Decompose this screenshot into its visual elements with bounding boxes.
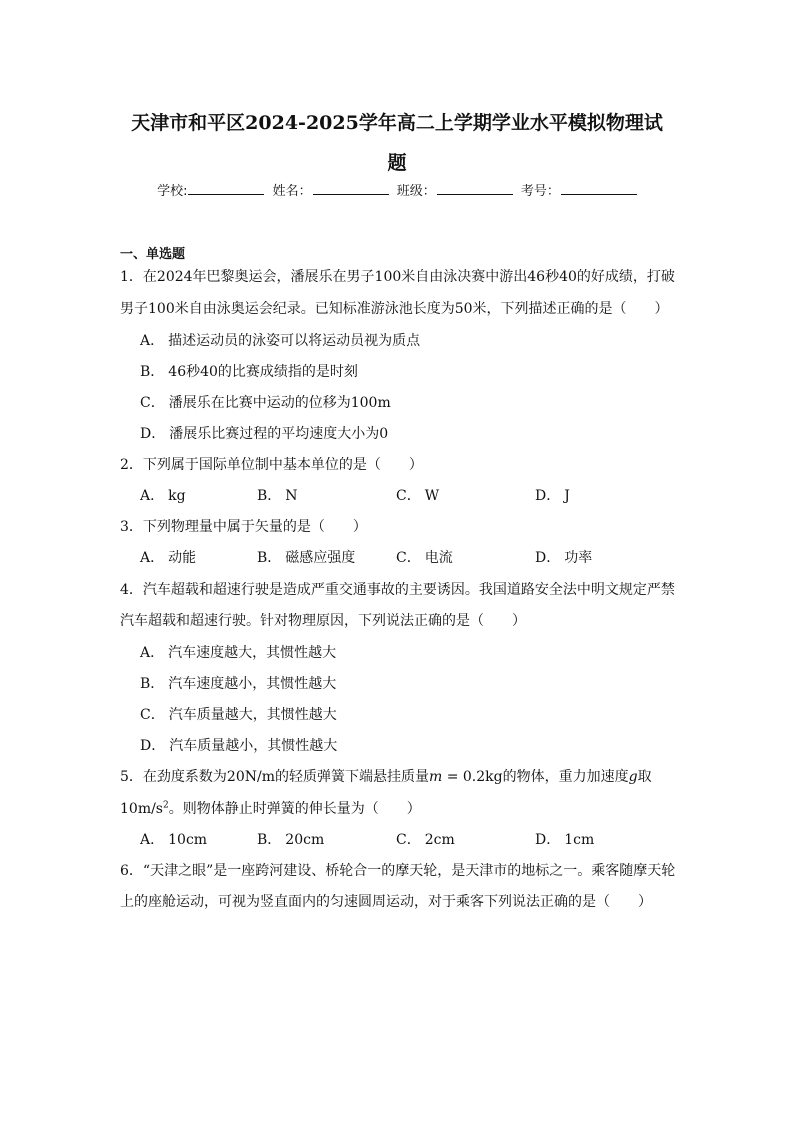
question-2-option-b bbox=[257, 487, 298, 505]
option-letter: A． bbox=[140, 832, 165, 848]
question-5-text-c: 取 bbox=[637, 769, 652, 785]
question-4-option-d bbox=[140, 737, 337, 755]
option-letter: A． bbox=[140, 488, 165, 504]
gravity-symbol: g bbox=[628, 769, 638, 785]
option-letter: C． bbox=[140, 395, 165, 411]
question-3-option-d bbox=[535, 549, 592, 567]
option-text: J bbox=[564, 488, 570, 504]
option-letter: B． bbox=[257, 550, 282, 566]
option-text: 汽车质量越小，其惯性越大 bbox=[169, 738, 338, 754]
option-text: W bbox=[424, 488, 440, 504]
question-1-option-d bbox=[140, 425, 388, 443]
student-info-row bbox=[0, 181, 794, 201]
name-field bbox=[273, 181, 389, 201]
question-5-option-d bbox=[535, 831, 594, 849]
exam-title bbox=[110, 103, 684, 183]
question-6-line-2: 上的座舱运动，可视为竖直面内的匀速圆周运动，对于乘客下列说法正确的是（ ） bbox=[120, 894, 652, 910]
question-3-option-a bbox=[140, 549, 196, 567]
number-field bbox=[521, 181, 637, 201]
option-letter: D． bbox=[535, 488, 561, 504]
question-1-option-a bbox=[140, 332, 420, 350]
option-text: 描述运动员的泳姿可以将运动员视为质点 bbox=[168, 333, 421, 349]
question-5-line-1 bbox=[120, 768, 680, 786]
exam-title-line-1: 天津市和平区2024-2025学年高二上学期学业水平模拟物理试 bbox=[131, 112, 663, 134]
option-letter: C． bbox=[396, 488, 421, 504]
option-letter: D． bbox=[140, 426, 166, 442]
mass-symbol: m bbox=[428, 769, 443, 785]
number-blank[interactable] bbox=[561, 181, 637, 195]
question-5-text-d: 。则物体静止时弹簧的伸长量为（ ） bbox=[168, 801, 421, 817]
option-text: 电流 bbox=[424, 550, 453, 566]
question-5-option-c bbox=[396, 831, 455, 849]
question-5-exponent: 2 bbox=[163, 800, 169, 811]
option-text: 2cm bbox=[424, 832, 455, 848]
name-label: 姓名： bbox=[272, 184, 312, 199]
question-5-text-a: 5．在劲度系数为20N/m的轻质弹簧下端悬挂质量 bbox=[120, 769, 429, 785]
question-2-option-d bbox=[535, 487, 570, 505]
class-blank[interactable] bbox=[437, 181, 513, 195]
class-label: 班级： bbox=[396, 184, 436, 199]
option-text: N bbox=[285, 488, 298, 504]
option-text: 汽车速度越大，其惯性越大 bbox=[168, 645, 337, 661]
question-4-line-2: 汽车超载和超速行驶。针对物理原因，下列说法正确的是（ ） bbox=[120, 613, 526, 629]
question-5-option-b bbox=[257, 831, 324, 849]
question-2-line-1: 2．下列属于国际单位制中基本单位的是（ ） bbox=[120, 457, 423, 473]
option-letter: A． bbox=[140, 333, 165, 349]
option-text: 汽车速度越小，其惯性越大 bbox=[168, 676, 337, 692]
option-letter: C． bbox=[396, 550, 421, 566]
option-letter: B． bbox=[140, 364, 165, 380]
number-label: 考号： bbox=[520, 184, 560, 199]
class-field bbox=[397, 181, 513, 201]
option-letter: D． bbox=[535, 832, 561, 848]
option-text: 磁感应强度 bbox=[285, 550, 356, 566]
question-5-line-2 bbox=[120, 800, 680, 818]
name-blank[interactable] bbox=[313, 181, 389, 195]
option-text: 潘展乐在比赛中运动的位移为100m bbox=[168, 395, 391, 411]
question-6-line-1: 6．“天津之眼”是一座跨河建设、桥轮合一的摩天轮，是天津市的地标之一。乘客随摩天轮 bbox=[120, 863, 676, 879]
option-letter: B． bbox=[257, 832, 282, 848]
option-text: 汽车质量越大，其惯性越大 bbox=[168, 707, 337, 723]
question-5-option-a bbox=[140, 831, 207, 849]
option-text: 潘展乐比赛过程的平均速度大小为0 bbox=[169, 426, 389, 442]
option-text: 1cm bbox=[564, 832, 595, 848]
question-3-line-1: 3．下列物理量中属于矢量的是（ ） bbox=[120, 519, 367, 535]
option-letter: B． bbox=[140, 676, 165, 692]
option-letter: B． bbox=[257, 488, 282, 504]
option-letter: C． bbox=[140, 707, 165, 723]
option-letter: D． bbox=[140, 738, 166, 754]
question-1-line-1: 1．在2024年巴黎奥运会，潘展乐在男子100米自由泳决赛中游出46秒40的好成绩，打破 bbox=[120, 269, 675, 285]
school-blank[interactable] bbox=[188, 181, 264, 195]
option-letter: A． bbox=[140, 550, 165, 566]
question-1-line-2: 男子100米自由泳奥运会纪录。已知标准游泳池长度为50米，下列描述正确的是（ ） bbox=[120, 301, 669, 317]
question-4-option-a bbox=[140, 644, 336, 662]
section-heading: 一、单选题 bbox=[120, 247, 186, 262]
option-text: kg bbox=[168, 488, 186, 504]
question-3-option-b bbox=[257, 549, 355, 567]
option-letter: C． bbox=[396, 832, 421, 848]
option-text: 动能 bbox=[168, 550, 197, 566]
question-3-option-c bbox=[396, 549, 453, 567]
school-field bbox=[157, 181, 264, 201]
question-1-option-c bbox=[140, 394, 391, 412]
option-letter: A． bbox=[140, 645, 165, 661]
exam-title-line-2: 题 bbox=[387, 152, 407, 174]
question-5-unit: 10m/s bbox=[120, 801, 163, 817]
option-text: 20cm bbox=[285, 832, 325, 848]
question-4-option-b bbox=[140, 675, 336, 693]
option-text: 10cm bbox=[168, 832, 208, 848]
option-text: 功率 bbox=[564, 550, 593, 566]
question-4-option-c bbox=[140, 706, 337, 724]
question-4-line-1: 4．汽车超载和超速行驶是造成严重交通事故的主要诱因。我国道路安全法中明文规定严禁 bbox=[120, 582, 675, 598]
option-text: 46秒40的比赛成绩指的是时刻 bbox=[168, 364, 358, 380]
school-label: 学校: bbox=[157, 184, 188, 199]
option-letter: D． bbox=[535, 550, 561, 566]
question-2-option-c bbox=[396, 487, 439, 505]
question-1-option-b bbox=[140, 363, 358, 381]
question-5-text-b: = 0.2kg的物体，重力加速度 bbox=[442, 769, 629, 785]
question-2-option-a bbox=[140, 487, 186, 505]
